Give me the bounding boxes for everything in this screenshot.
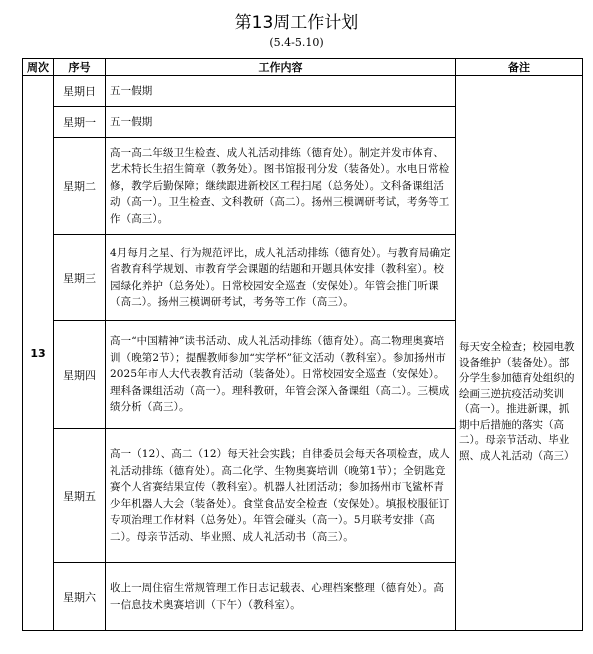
content-cell: 五一假期 [106, 76, 456, 107]
content-cell: 高一（12）、高二（12）每天社会实践；自律委员会每天各项检查，成人礼活动排练（德育处）。高二化学、生物奥赛培训（晚第1节）；全钥匙竞赛个人省赛结果宣传（教科室）。机器人社团活动；参加扬州市飞鲨杯青少年机器人大会（装备处）。食堂食品安全检查（安保处）。填报校服征订专项治理工作材料（总务处）。年管会碰头（高一）。5月联考安排（高二）。母亲节活动、毕业照、成人礼活动书（高三）。 [106, 429, 456, 563]
day-cell: 星期六 [54, 563, 106, 631]
remark-cell [456, 76, 583, 631]
work-plan-table [22, 58, 583, 631]
document-title: 第13周工作计划 [234, 13, 359, 33]
content-cell: 4月每月之星、行为规范评比，成人礼活动排练（德育处）。与教育局确定省教育科学规划、市教育学会课题的结题和开题具体安排（教科室）。校园绿化养护（总务处）。日常校园安全巡查（安保处）。年管会推门听课（高二）。扬州三模调研考试，考务等工作（高三）。 [106, 235, 456, 321]
table-header-row [23, 59, 583, 76]
date-range: (5.4-5.10) [269, 36, 324, 49]
day-cell: 星期四 [54, 321, 106, 429]
content-cell: 五一假期 [106, 107, 456, 138]
header-day: 序号 [54, 59, 106, 76]
header-remark: 备注 [456, 59, 583, 76]
day-cell: 星期二 [54, 138, 106, 235]
remark-text: 每天安全检查；校园电教设备维护（装备处）。部分学生参加德育处组织的绘画三逆抗疫活动奖训（高一）。推进新课，抓期中后措施的落实（高二）。母亲节活动、毕业照、成人礼活动（高三） [459, 341, 575, 462]
week-number-cell: 13 [23, 76, 54, 631]
day-cell: 星期五 [54, 429, 106, 563]
day-cell: 星期日 [54, 76, 106, 107]
content-cell: 收上一周住宿生常规管理工作日志记载表、心理档案整理（德育处）。高一信息技术奥赛培训（下午）（教科室）。 [106, 563, 456, 631]
day-cell: 星期三 [54, 235, 106, 321]
header-week: 周次 [23, 59, 54, 76]
day-cell: 星期一 [54, 107, 106, 138]
table-row [23, 76, 583, 107]
header-content: 工作内容 [106, 59, 456, 76]
content-cell: 高一高二年级卫生检查、成人礼活动排练（德育处）。制定并发市体育、艺术特长生招生简章（教务处）。图书馆报刊分发（装备处）。水电日常检修，教学后勤保障；继续跟进新校区工程扫尾（总务处）。文科备课组活动（高一）。卫生检查、文科教研（高二）。扬州三模调研考试，考务等工作（高三）。 [106, 138, 456, 235]
content-cell: 高一“中国精神”读书活动、成人礼活动排练（德育处）。高二物理奥赛培训（晚第2节）；提醒教师参加“实学杯”征文活动（教科室）。参加扬州市2025年市人大代表教育活动（装备处）。日常校园安全巡查（安保处）。理科备课组活动（高一）。理科教研，年管会深入备课组（高二）。三模成绩分析（高三）。 [106, 321, 456, 429]
